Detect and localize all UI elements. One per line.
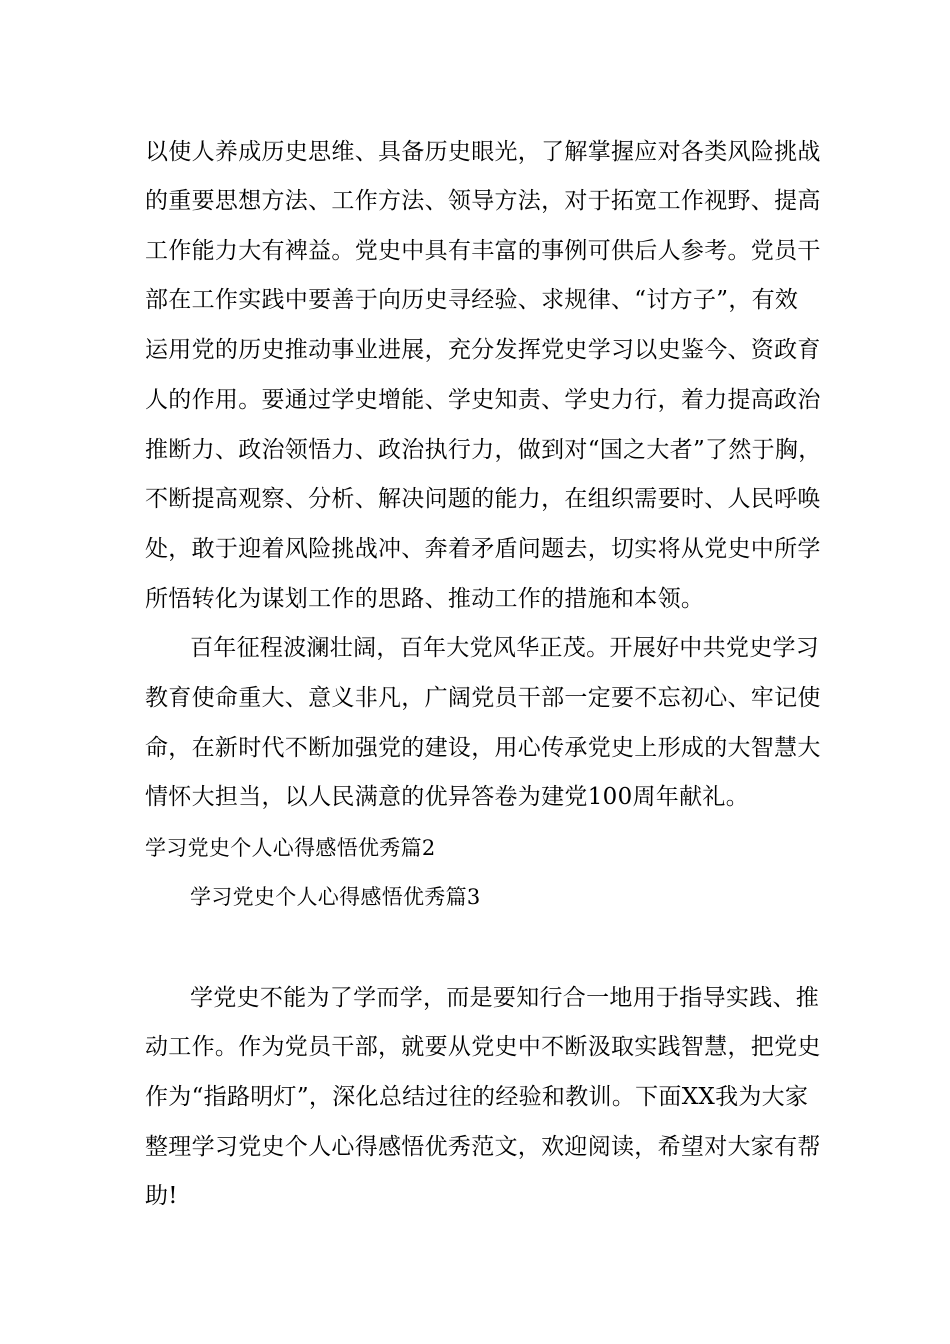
text-line: 运用党的历史推动事业进展，充分发挥党史学习以史鉴今、资政育 — [145, 337, 821, 363]
text-line: 学党史不能为了学而学，而是要知行合一地用于指导实践、推 — [190, 985, 820, 1011]
text-line: 的重要思想方法、工作方法、领导方法，对于拓宽工作视野、提高 — [145, 188, 821, 214]
text-line: 动工作。作为党员干部，就要从党史中不断汲取实践智慧，把党史 — [145, 1034, 821, 1060]
text-line: 工作能力大有裨益。党史中具有丰富的事例可供后人参考。党员干 — [145, 238, 821, 264]
text-line: 处，敢于迎着风险挑战冲、奔着矛盾问题去，切实将从党史中所学 — [145, 536, 821, 562]
text-line: 推断力、政治领悟力、政治执行力，做到对“国之大者”了然于胸， — [145, 437, 822, 463]
text-line: 助! — [145, 1183, 178, 1209]
text-line: 作为“指路明灯”，深化总结过往的经验和教训。下面XX我为大家 — [145, 1084, 809, 1110]
text-line: 所悟转化为谋划工作的思路、推动工作的措施和本领。 — [145, 586, 705, 612]
text-line: 教育使命重大、意义非凡，广阔党员干部一定要不忘初心、牢记使 — [145, 685, 821, 711]
section-heading-2: 学习党史个人心得感悟优秀篇2 — [145, 836, 436, 860]
text-line: 百年征程波澜壮阔，百年大党风华正茂。开展好中共党史学习 — [190, 635, 820, 661]
text-line: 不断提高观察、分析、解决问题的能力，在组织需要时、人民呼唤 — [145, 486, 821, 512]
text-line: 整理学习党史个人心得感悟优秀范文，欢迎阅读，希望对大家有帮 — [145, 1134, 821, 1160]
text-line: 以使人养成历史思维、具备历史眼光，了解掌握应对各类风险挑战 — [145, 139, 821, 165]
section-heading-3: 学习党史个人心得感悟优秀篇3 — [190, 885, 481, 909]
text-line: 部在工作实践中要善于向历史寻经验、求规律、“讨方子”，有效 — [145, 287, 799, 313]
text-line: 情怀大担当，以人民满意的优异答卷为建党100周年献礼。 — [145, 784, 749, 810]
text-line: 人的作用。要通过学史增能、学史知责、学史力行，着力提高政治 — [145, 387, 821, 413]
text-line: 命，在新时代不断加强党的建设，用心传承党史上形成的大智慧大 — [145, 735, 821, 761]
